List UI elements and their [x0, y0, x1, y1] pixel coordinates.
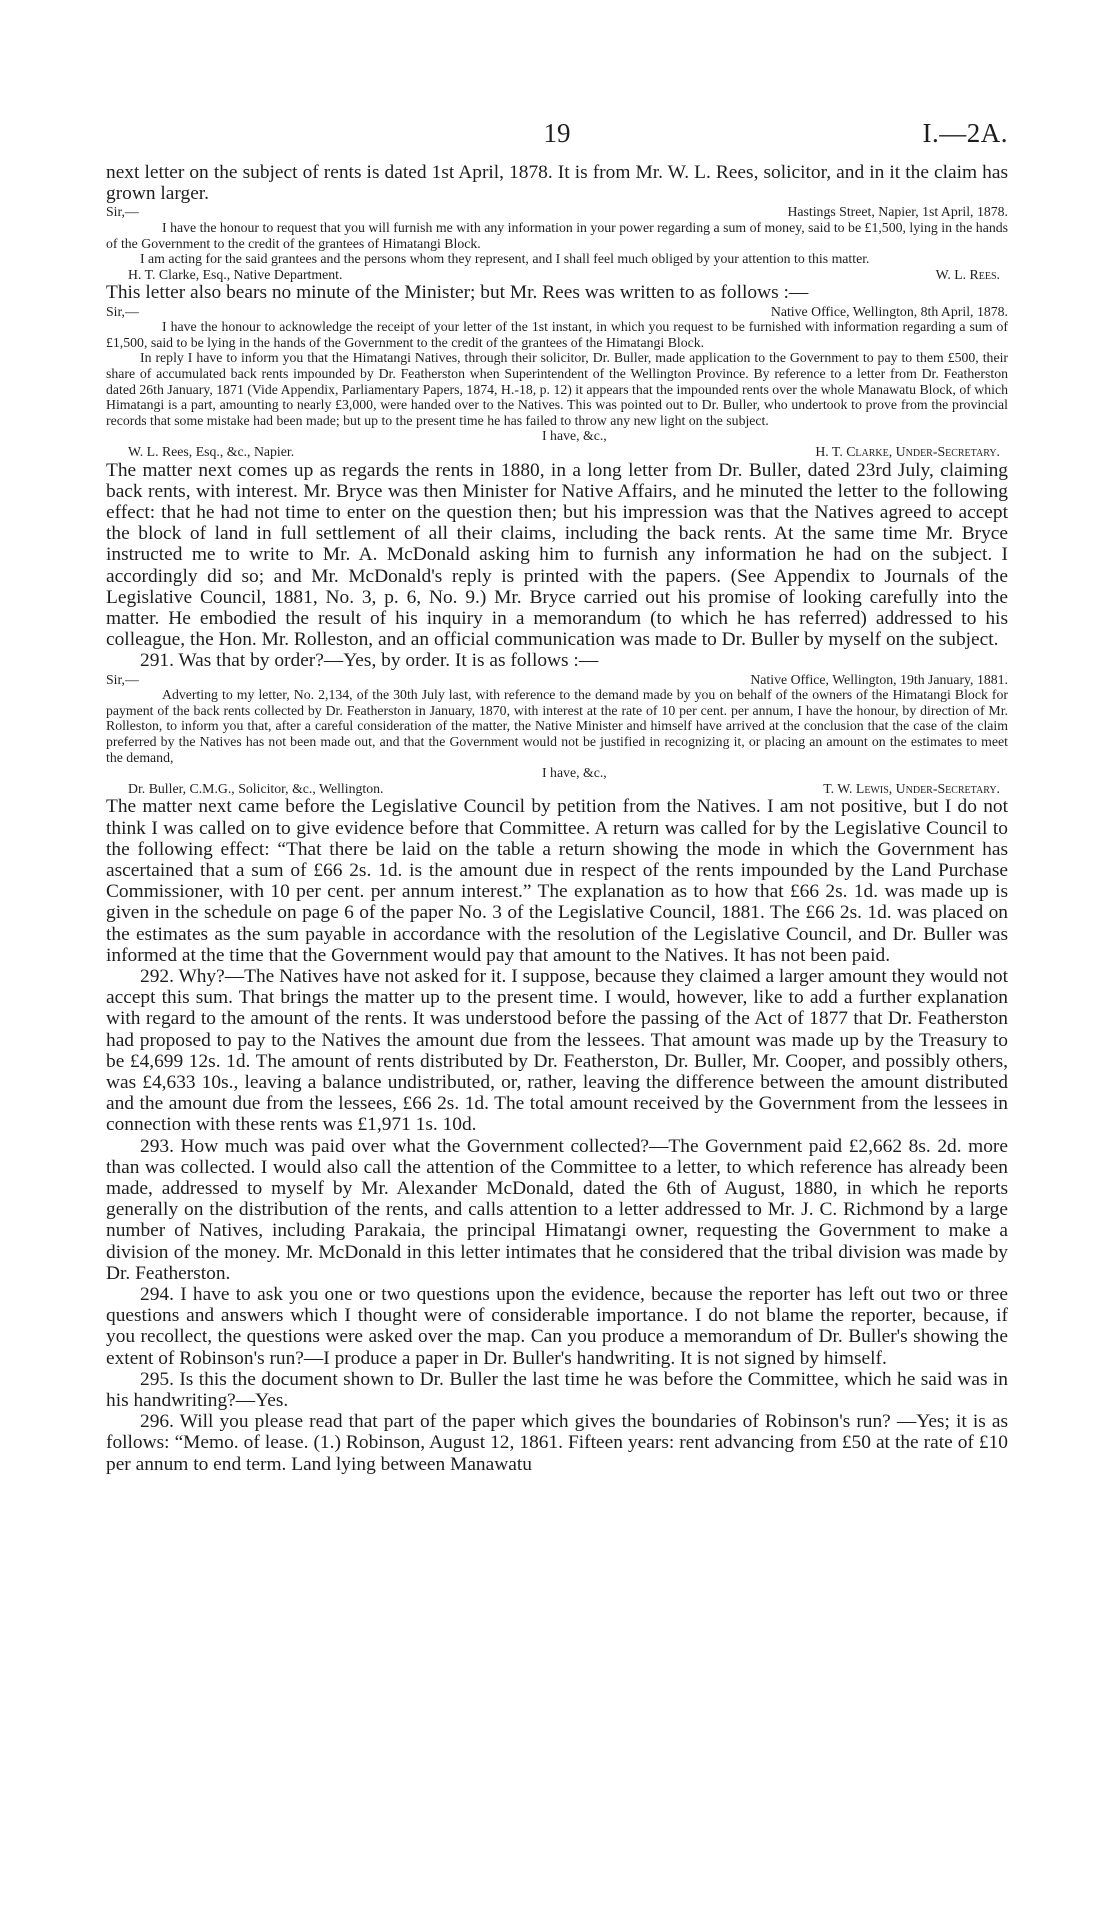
body-paragraph: The matter next comes up as regards the rents in 1880, in a long letter from Dr. Buller, dated 23rd July, claiming back rents, with interest. Mr. Bryce was then Minister for Native Affairs, and he minuted the letter to the following effect: that he had not time to enter on the question then; but his impression was that the Natives agreed to accept the block of land in full settlement of all their claims, including the back rents. At the same time Mr. Bryce instructed me to write to Mr. A. McDonald asking him to furnish any information he had on the subject. I accordingly did so; and Mr. McDonald's reply is printed with the papers. (See Appendix to Journals of the Legislative Council, 1881, No. 3, p. 6, No. 9.) Mr. Bryce carried out his promise of looking carefully into the matter. He embodied the result of his inquiry in a memorandum (to which he has referred) addressed to his colleague, the Hon. Mr. Rolleston, and an official communication was made to Dr. Buller by myself on the subject.: [106, 459, 1008, 651]
page-number: 19: [543, 118, 571, 148]
body-paragraph: The matter next came before the Legislative Council by petition from the Natives. I am not positive, but I do not think I was called on to give evidence before that Committee. A return was called for by the Legislative Council to the following effect: “That there be laid on the table a return showing the mode in which the Government has ascertained that a sum of £66 2s. 1d. is the amount due in respect of the rents impounded by the Land Purchase Commissioner, with 10 per cent. per annum interest.” The explanation as to how that £66 2s. 1d. was made up is given in the schedule on page 6 of the paper No. 3 of the Legislative Council, 1881. The £66 2s. 1d. was placed on the estimates as the sum payable in accordance with the resolution of the Legislative Council, and Dr. Buller was informed at the time that the Government would pay that amount to the Natives. It has not been paid.: [106, 796, 1008, 966]
letter-paragraph: I have the honour to acknowledge the receipt of your letter of the 1st instant, in which you request to be furnished with information regarding a sum of £1,500, said to be lying in the hands of the Government to the credit of the grantees of the Himatangi Block.: [106, 319, 1008, 350]
letter-lewis: [106, 672, 1008, 797]
letter-signature: W. L. Rees.: [935, 266, 1000, 282]
letter-paragraph: I have the honour to request that you will furnish me with any information in your power regarding a sum of money, said to be £1,500, lying in the hands of the Government to the credit of the grantees of Himatangi Block.: [106, 220, 1008, 251]
letter-recipient: H. T. Clarke, Esq., Native Department.: [128, 266, 343, 282]
bridge-paragraph: This letter also bears no minute of the Minister; but Mr. Rees was written to as follows :—: [106, 282, 809, 304]
letter-paragraph: In reply I have to inform you that the Himatangi Natives, through their solicitor, Dr. Buller, made application to the Government to pay to them £500, their share of accumulated back rents impounded by Dr. Featherston when Superintendent of the Wellington Province. By reference to a letter from Dr. Featherston dated 26th January, 1871 (Vide Appendix, Parliamentary Papers, 1874, H.-18, p. 12) it appears that the impounded rents over the whole Manawatu Block, of which Himatangi is a part, amounting to nearly £3,000, were handed over to the Natives. This was pointed out to Dr. Buller, who undertook to prove from the provincial records that some mistake had been made; but up to the present time he has failed to throw any new light on the subject.: [106, 350, 1008, 428]
letter-signature: T. W. Lewis, Under-Secretary.: [823, 780, 1000, 796]
letter-clarke: [106, 304, 1008, 460]
letter-salutation: Sir,—: [106, 671, 139, 687]
letter-salutation: Sir,—: [106, 303, 139, 319]
question-296: 296. Will you please read that part of the paper which gives the boundaries of Robinson's run? —Yes; it is as follows: “Memo. of lease. (1.) Robinson, August 12, 1861. Fifteen years: rent advancing from £50 at the rate of £10 per annum to end term. Land lying between Manawatu: [106, 1411, 1008, 1475]
letter-paragraph: Adverting to my letter, No. 2,134, of the 30th July last, with reference to the demand made by you on behalf of the owners of the Himatangi Block for payment of the back rents collected by Dr. Featherston in January, 1870, with interest at the rate of 10 per cent. per annum, I have the honour, by direction of Mr. Rolleston, to inform you that, after a careful consideration of the matter, the Native Minister and himself have arrived at the conclusion that the case of the claim preferred by the Natives has not been made out, and that the Government would not be justified in recognizing it, or placing an amount on the estimates to meet the demand,: [106, 687, 1008, 765]
question-293: 293. How much was paid over what the Government collected?—The Government paid £2,662 8s. 2d. more than was collected. I would also call the attention of the Committee to a letter, to which reference has already been made, addressed to myself by Mr. Alexander McDonald, dated the 6th of August, 1880, in which he reports generally on the distribution of the rents, and calls attention to a letter addressed to Mr. J. C. Richmond by a large number of Natives, including Parakaia, the principal Himatangi owner, requesting the Government to make a division of the money. Mr. McDonald in this letter intimates that he considered that the tribal division was made by Dr. Featherston.: [106, 1135, 1008, 1284]
document-reference: I.—2A.: [922, 118, 1008, 148]
letter-closing: I have, &c.,: [542, 428, 607, 444]
question-294: 294. I have to ask you one or two questions upon the evidence, because the reporter has left out two or three questions and answers which I thought were of considerable importance. I do not blame the reporter, because, if you recollect, the questions were asked over the map. Can you produce a memorandum of Dr. Buller's showing the extent of Robinson's run?—I produce a paper in Dr. Buller's handwriting. It is not signed by himself.: [106, 1283, 1008, 1369]
document-page: [106, 118, 1008, 1475]
page-header: [106, 118, 1008, 162]
letter-address: Hastings Street, Napier, 1st April, 1878.: [787, 204, 1008, 220]
question-295: 295. Is this the document shown to Dr. Buller the last time he was before the Committee, which he said was in his handwriting?—Yes.: [106, 1368, 1008, 1411]
question-291: 291. Was that by order?—Yes, by order. It is as follows :—: [140, 650, 599, 672]
letter-address: Native Office, Wellington, 19th January, 1881.: [750, 671, 1008, 687]
letter-recipient: Dr. Buller, C.M.G., Solicitor, &c., Wellington.: [128, 780, 384, 796]
letter-recipient: W. L. Rees, Esq., &c., Napier.: [128, 443, 295, 459]
question-292: 292. Why?—The Natives have not asked for it. I suppose, because they claimed a larger amount they would not accept this sum. That brings the matter up to the present time. I would, however, like to add a further explanation with regard to the amount of the rents. It was understood before the passing of the Act of 1877 that Dr. Featherston had proposed to pay to the Natives the amount due from the lessees. That amount was made up by the Treasury to be £4,699 12s. 1d. The amount of rents distributed by Dr. Featherston, Dr. Buller, Mr. Cooper, and possibly others, was £4,633 10s., leaving a balance undistributed, or, rather, leaving the difference between the amount distributed and the amount due from the lessees, £66 2s. 1d. The total amount received by the Government from the lessees in connection with these rents was £1,971 1s. 10d.: [106, 965, 1008, 1136]
intro-paragraph: next letter on the subject of rents is dated 1st April, 1878. It is from Mr. W. L. Rees, solicitor, and in it the claim has grown larger.: [106, 162, 1008, 205]
letter-closing: I have, &c.,: [542, 765, 607, 781]
letter-signature: H. T. Clarke, Under-Secretary.: [815, 443, 1000, 459]
letter-address: Native Office, Wellington, 8th April, 1878.: [770, 303, 1008, 319]
letter-rees: [106, 204, 1008, 282]
letter-paragraph: I am acting for the said grantees and the persons whom they represent, and I shall feel much obliged by your attention to this matter.: [140, 251, 870, 267]
letter-salutation: Sir,—: [106, 204, 139, 220]
